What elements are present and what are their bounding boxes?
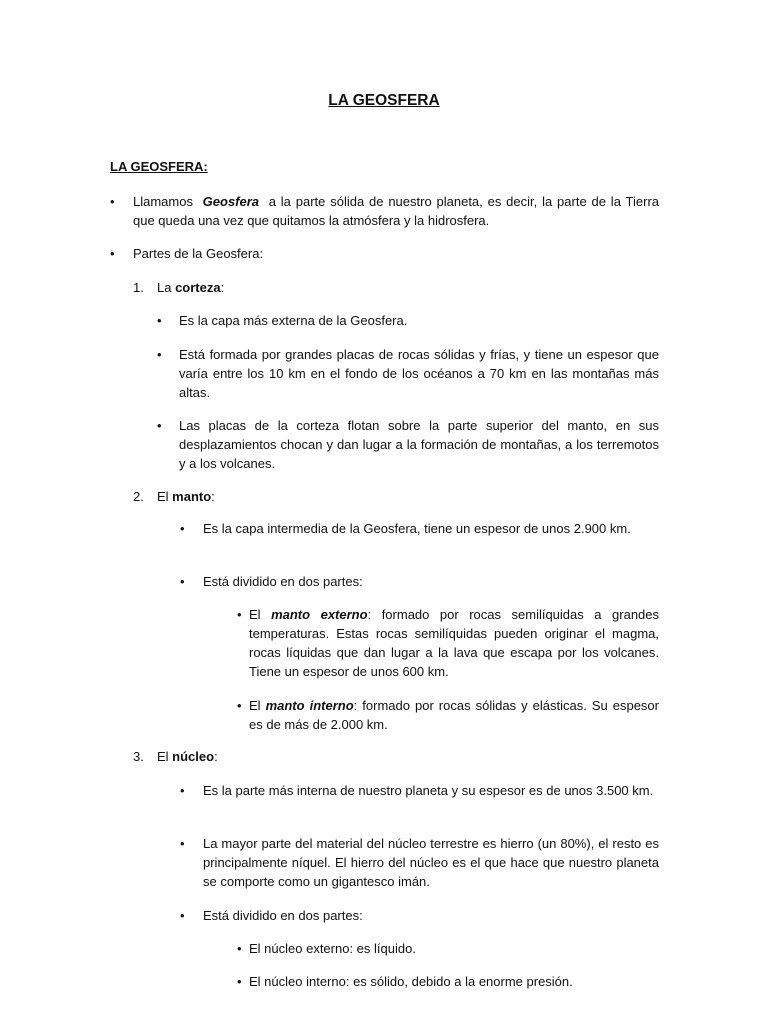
list-item: Las placas de la corteza flotan sobre la parte superior del manto, en sus desplazamientos chocan y dan lugar a la formación de montañas, a los terremotos y a los volcanes. [179,418,659,471]
list-item: Es la capa más externa de la Geosfera. [179,313,408,328]
intro-post: a la parte sólida de nuestro planeta, es decir, la parte de la Tierra que queda una vez que quitamos la atmósfera y la hidrosfera. [133,194,659,228]
item-pre: La [157,280,176,295]
bullet-icon: • [237,941,242,956]
item-term: núcleo [172,749,215,764]
bullet-icon: • [180,574,185,589]
sub-term: manto interno [265,698,354,713]
sub-pre: El [249,607,272,622]
item-pre: El [157,749,173,764]
list-item: Está dividido en dos partes: [203,574,363,589]
section-heading: LA GEOSFERA: [110,159,208,174]
bullet-icon: • [110,194,115,209]
item-post: : [220,280,225,295]
sub-pre: El [249,698,266,713]
bullet-icon: • [237,698,242,713]
bullet-icon: • [157,347,162,362]
sub-list-item-manto-externo [249,605,659,681]
bullet-icon: • [157,418,162,433]
list-item: La mayor parte del material del núcleo terrestre es hierro (un 80%), el resto es principalmente níquel. El hierro del núcleo es el que hace que nuestro planeta se comporte como un gigantesco imán. [203,836,659,889]
bullet-icon: • [110,246,115,261]
sub-term: manto externo [271,607,368,622]
bullet-icon: • [157,313,162,328]
item-term: corteza [175,280,221,295]
list-item: Es la capa intermedia de la Geosfera, tiene un espesor de unos 2.900 km. [203,521,631,536]
item-number: 3. [133,749,144,764]
item-term: manto [172,489,212,504]
item-post: : [214,749,218,764]
list-item: Está dividido en dos partes: [203,908,363,923]
item-pre: El [157,489,173,504]
item-number: 1. [133,280,144,295]
sub-post: : formado por rocas semilíquidas a grandes temperaturas. Estas rocas semilíquidas pueden originar el magma, rocas líquidas que dan lugar a la lava que escapa por los volcanes. Tiene un espesor de unos 600 km. [249,607,660,679]
item-heading-manto [157,487,215,506]
intro-pre: Llamamos [133,194,193,209]
sub-post: : formado por rocas sólidas y elásticas. Su espesor es de más de 2.000 km. [249,698,659,732]
bullet-icon: • [180,521,185,536]
intro-term: Geosfera [202,194,260,209]
item-heading-nucleo [157,747,218,766]
sub-list-item-manto-interno [249,696,659,734]
document-title: LA GEOSFERA [328,92,440,109]
list-item: Es la parte más interna de nuestro planeta y su espesor es de unos 3.500 km. [203,783,654,798]
item-number: 2. [133,489,144,504]
parts-label: Partes de la Geosfera: [133,246,264,261]
item-post: : [211,489,215,504]
sub-list-item: El núcleo externo: es líquido. [249,941,416,956]
bullet-icon: • [237,974,242,989]
item-heading-corteza [157,278,224,297]
bullet-icon: • [180,908,185,923]
bullet-icon: • [180,783,185,798]
bullet-icon: • [180,836,185,851]
bullet-icon: • [237,607,242,622]
list-item: Está formada por grandes placas de rocas sólidas y frías, y tiene un espesor que varía entre los 10 km en el fondo de los océanos a 70 km en las montañas más altas. [179,347,659,400]
sub-list-item: El núcleo interno: es sólido, debido a la enorme presión. [249,974,573,989]
intro-paragraph [133,192,659,230]
